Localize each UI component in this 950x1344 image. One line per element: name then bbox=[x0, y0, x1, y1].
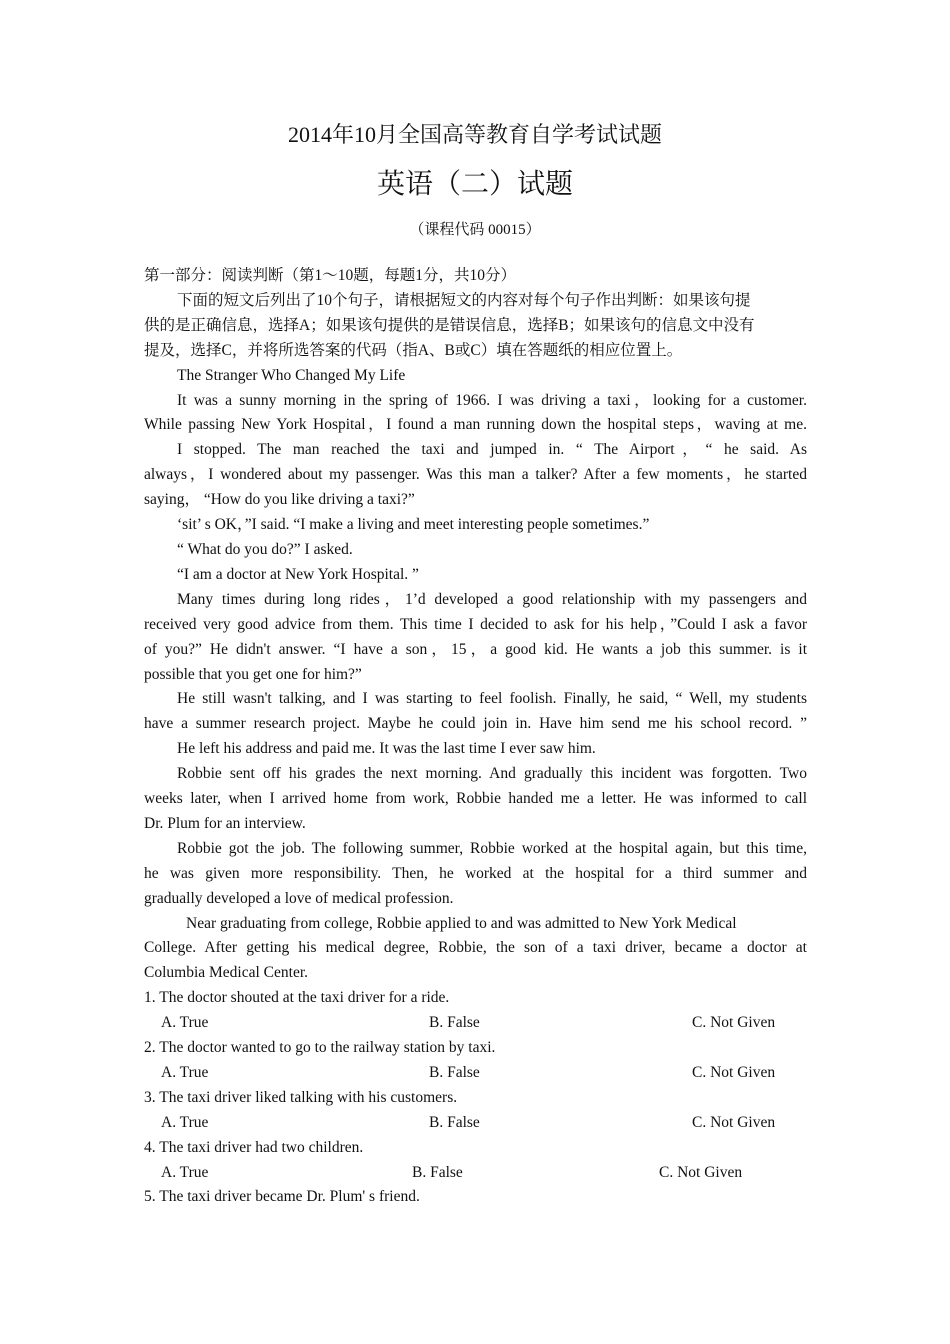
answer-option[interactable]: A. True bbox=[161, 1163, 209, 1181]
passage-line: I stopped. The man reached the taxi and jumped in. “ The Airport，“ he said. As bbox=[177, 441, 807, 459]
course-code: （课程代码 00015） bbox=[409, 222, 541, 238]
question-options bbox=[144, 1061, 807, 1086]
section-heading: 第一部分：阅读判断（第1～10题，每题1分，共10分） bbox=[144, 267, 517, 284]
question-stem: 5. The taxi driver became Dr. Plum' s friend. bbox=[144, 1188, 420, 1206]
answer-option[interactable]: B. False bbox=[429, 1063, 480, 1081]
passage-line: Near graduating from college, Robbie applied to and was admitted to New York Medical bbox=[186, 914, 737, 932]
passage-line: weeks later, when I arrived home from work, Robbie handed me a letter. He was informed to call bbox=[144, 790, 807, 808]
answer-option[interactable]: A. True bbox=[161, 1113, 209, 1131]
passage-line: “ What do you do?” I asked. bbox=[177, 540, 353, 558]
passage-text bbox=[144, 389, 807, 987]
passage-line: Robbie sent off his grades the next morning. And gradually this incident was forgotten. Two bbox=[177, 765, 807, 783]
answer-option[interactable]: A. True bbox=[161, 1014, 209, 1032]
question-stem: 3. The taxi driver liked talking with his customers. bbox=[144, 1088, 458, 1106]
passage-line: received very good advice from them. This time I decided to ask for his help，”Could I ask a favor bbox=[144, 615, 807, 633]
passage-line: he was given more responsibility. Then, he worked at the hospital for a third summer and bbox=[144, 864, 807, 882]
passage-line: Dr. Plum for an interview. bbox=[144, 814, 306, 832]
exam-title: 2014年10月全国高等教育自学考试试题 bbox=[287, 122, 662, 147]
passage-line: He left his address and paid me. It was the last time I ever saw him. bbox=[177, 740, 596, 758]
passage-line: of you?” He didn't answer. “I have a son，15，a good kid. He wants a job this summer. is it bbox=[144, 640, 807, 658]
question-stem: 1. The doctor shouted at the taxi driver for a ride. bbox=[144, 989, 450, 1007]
answer-option[interactable]: C. Not Given bbox=[692, 1113, 776, 1131]
passage-line: Columbia Medical Center. bbox=[144, 964, 309, 982]
instruction-line: 提及，选择C，并将所选答案的代码（指A、B或C）填在答题纸的相应位置上。 bbox=[144, 341, 683, 359]
question-stem: 2. The doctor wanted to go to the railway station by taxi. bbox=[144, 1039, 496, 1057]
question-list bbox=[144, 986, 807, 1210]
passage-line: He still wasn't talking, and I was starting to feel foolish. Finally, he said, “ Well, my students bbox=[177, 690, 807, 708]
question-options bbox=[144, 1011, 807, 1036]
passage-line: College. After getting his medical degree, Robbie, the son of a taxi driver, became a doctor at bbox=[144, 939, 807, 957]
question-options bbox=[144, 1111, 807, 1136]
question-stem: 4. The taxi driver had two children. bbox=[144, 1138, 364, 1156]
passage-title: The Stranger Who Changed My Life bbox=[177, 366, 406, 384]
passage-line: have a summer research project. Maybe he could join in. Have him send me his school record. ” bbox=[144, 715, 807, 733]
passage-line: possible that you get one for him?” bbox=[144, 665, 362, 683]
answer-option[interactable]: B. False bbox=[429, 1113, 480, 1131]
answer-option[interactable]: C. Not Given bbox=[692, 1014, 776, 1032]
answer-option[interactable]: A. True bbox=[161, 1063, 209, 1081]
passage-line: saying， “How do you like driving a taxi?” bbox=[144, 491, 415, 509]
passage-line: Many times during long rides，1’d developed a good relationship with my passengers and bbox=[177, 590, 807, 608]
passage-line: always，I wondered about my passenger. Was this man a talker? After a few moments，he started bbox=[144, 466, 807, 484]
answer-option[interactable]: B. False bbox=[412, 1163, 463, 1181]
answer-option[interactable]: C. Not Given bbox=[659, 1163, 743, 1181]
passage-line: It was a sunny morning in the spring of 1966. I was driving a taxi，looking for a customer. bbox=[177, 391, 807, 409]
passage-line: While passing New York Hospital，I found a man running down the hospital steps，waving at me. bbox=[144, 416, 807, 434]
exam-subtitle: 英语（二）试题 bbox=[376, 169, 573, 200]
passage-line: “I am a doctor at New York Hospital. ” bbox=[177, 565, 419, 583]
question-options bbox=[144, 1161, 807, 1186]
answer-option[interactable]: C. Not Given bbox=[692, 1063, 776, 1081]
answer-option[interactable]: B. False bbox=[429, 1014, 480, 1032]
passage-line: Robbie got the job. The following summer, Robbie worked at the hospital again, but this time, bbox=[177, 839, 807, 857]
instruction-line: 供的是正确信息，选择A；如果该句提供的是错误信息，选择B；如果该句的信息文中没有 bbox=[144, 316, 755, 334]
exam-body bbox=[144, 264, 807, 1210]
passage-line: gradually developed a love of medical profession. bbox=[144, 889, 454, 907]
instruction-line: 下面的短文后列出了10个句子，请根据短文的内容对每个句子作出判断：如果该句提 bbox=[177, 291, 751, 309]
passage-line: ‘sit’ s OK，”I said. “I make a living and meet interesting people sometimes.” bbox=[177, 516, 650, 534]
